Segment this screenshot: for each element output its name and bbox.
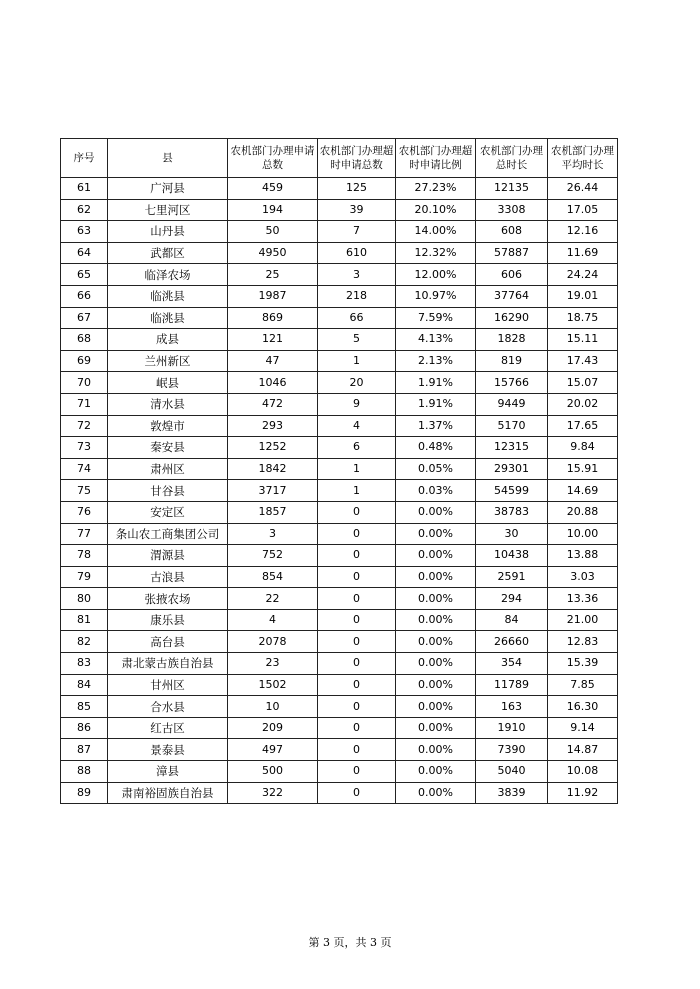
table-cell: 3839 xyxy=(476,782,548,804)
table-row xyxy=(61,307,618,329)
table-cell: 10438 xyxy=(476,545,548,567)
table-cell: 2078 xyxy=(228,631,318,653)
table-cell: 61 xyxy=(61,178,108,200)
table-cell: 11.92 xyxy=(548,782,618,804)
table-cell: 80 xyxy=(61,588,108,610)
table-cell: 10.08 xyxy=(548,761,618,783)
county-cell: 景泰县 xyxy=(108,739,228,761)
table-cell: 7.59% xyxy=(396,307,476,329)
table-row xyxy=(61,350,618,372)
table-cell: 1842 xyxy=(228,458,318,480)
table-cell: 75 xyxy=(61,480,108,502)
table-cell: 64 xyxy=(61,242,108,264)
county-cell: 山丹县 xyxy=(108,221,228,243)
table-cell: 209 xyxy=(228,717,318,739)
table-cell: 29301 xyxy=(476,458,548,480)
table-cell: 76 xyxy=(61,501,108,523)
table-cell: 0.00% xyxy=(396,566,476,588)
table-row xyxy=(61,393,618,415)
table-cell: 18.75 xyxy=(548,307,618,329)
table-cell: 5040 xyxy=(476,761,548,783)
table-cell: 9449 xyxy=(476,393,548,415)
table-cell: 1857 xyxy=(228,501,318,523)
table-row xyxy=(61,285,618,307)
table-cell: 121 xyxy=(228,329,318,351)
table-cell: 63 xyxy=(61,221,108,243)
table-cell: 1 xyxy=(318,458,396,480)
table-row xyxy=(61,717,618,739)
table-cell: 1502 xyxy=(228,674,318,696)
column-header: 农机部门办理超时申请比例 xyxy=(396,139,476,178)
table-cell: 9.84 xyxy=(548,437,618,459)
table-cell: 293 xyxy=(228,415,318,437)
table-cell: 472 xyxy=(228,393,318,415)
table-cell: 87 xyxy=(61,739,108,761)
table-cell: 1046 xyxy=(228,372,318,394)
table-row xyxy=(61,329,618,351)
table-cell: 0 xyxy=(318,523,396,545)
table-cell: 15.39 xyxy=(548,653,618,675)
county-cell: 渭源县 xyxy=(108,545,228,567)
table-cell: 10.00 xyxy=(548,523,618,545)
table-row xyxy=(61,501,618,523)
table-cell: 19.01 xyxy=(548,285,618,307)
table-cell: 12.16 xyxy=(548,221,618,243)
table-row xyxy=(61,264,618,286)
page-footer: 第 3 页，共 3 页 xyxy=(308,936,392,949)
table-cell: 3.03 xyxy=(548,566,618,588)
table-cell: 10 xyxy=(228,696,318,718)
table-cell: 5 xyxy=(318,329,396,351)
county-cell: 高台县 xyxy=(108,631,228,653)
table-cell: 84 xyxy=(61,674,108,696)
table-row xyxy=(61,437,618,459)
table-row xyxy=(61,739,618,761)
county-cell: 条山农工商集团公司 xyxy=(108,523,228,545)
table-cell: 14.69 xyxy=(548,480,618,502)
table-cell: 17.05 xyxy=(548,199,618,221)
county-cell: 清水县 xyxy=(108,393,228,415)
table-cell: 50 xyxy=(228,221,318,243)
table-cell: 0 xyxy=(318,501,396,523)
county-cell: 秦安县 xyxy=(108,437,228,459)
table-cell: 0.00% xyxy=(396,501,476,523)
county-cell: 古浪县 xyxy=(108,566,228,588)
table-cell: 163 xyxy=(476,696,548,718)
table-cell: 4.13% xyxy=(396,329,476,351)
county-cell: 甘谷县 xyxy=(108,480,228,502)
table-cell: 1828 xyxy=(476,329,548,351)
table-cell: 12135 xyxy=(476,178,548,200)
table-cell: 15.11 xyxy=(548,329,618,351)
table-cell: 608 xyxy=(476,221,548,243)
table-cell: 83 xyxy=(61,653,108,675)
table-cell: 0.00% xyxy=(396,717,476,739)
table-cell: 0.00% xyxy=(396,674,476,696)
table-cell: 14.87 xyxy=(548,739,618,761)
table-cell: 125 xyxy=(318,178,396,200)
table-cell: 47 xyxy=(228,350,318,372)
data-table xyxy=(60,138,618,804)
table-row xyxy=(61,242,618,264)
table-row xyxy=(61,696,618,718)
table-cell: 88 xyxy=(61,761,108,783)
table-cell: 30 xyxy=(476,523,548,545)
table-cell: 0 xyxy=(318,545,396,567)
column-header: 农机部门办理申请总数 xyxy=(228,139,318,178)
county-cell: 肃南裕固族自治县 xyxy=(108,782,228,804)
table-row xyxy=(61,674,618,696)
county-cell: 临洮县 xyxy=(108,307,228,329)
table-cell: 459 xyxy=(228,178,318,200)
column-header: 县 xyxy=(108,139,228,178)
table-cell: 322 xyxy=(228,782,318,804)
table-cell: 2.13% xyxy=(396,350,476,372)
table-cell: 606 xyxy=(476,264,548,286)
county-cell: 合水县 xyxy=(108,696,228,718)
county-cell: 康乐县 xyxy=(108,609,228,631)
table-cell: 72 xyxy=(61,415,108,437)
table-cell: 1252 xyxy=(228,437,318,459)
table-cell: 9 xyxy=(318,393,396,415)
table-cell: 752 xyxy=(228,545,318,567)
table-cell: 26660 xyxy=(476,631,548,653)
table-cell: 0.00% xyxy=(396,588,476,610)
table-cell: 20.10% xyxy=(396,199,476,221)
table-cell: 13.88 xyxy=(548,545,618,567)
table-cell: 26.44 xyxy=(548,178,618,200)
table-cell: 869 xyxy=(228,307,318,329)
table-cell: 66 xyxy=(318,307,396,329)
table-cell: 54599 xyxy=(476,480,548,502)
table-cell: 1 xyxy=(318,350,396,372)
table-cell: 25 xyxy=(228,264,318,286)
table-header xyxy=(61,139,618,178)
table-cell: 16290 xyxy=(476,307,548,329)
table-cell: 0.48% xyxy=(396,437,476,459)
table-cell: 0.05% xyxy=(396,458,476,480)
table-cell: 82 xyxy=(61,631,108,653)
table-cell: 1 xyxy=(318,480,396,502)
table-row xyxy=(61,566,618,588)
table-cell: 20 xyxy=(318,372,396,394)
column-header: 农机部门办理超时申请总数 xyxy=(318,139,396,178)
table-cell: 38783 xyxy=(476,501,548,523)
table-row xyxy=(61,588,618,610)
column-header: 序号 xyxy=(61,139,108,178)
table-cell: 78 xyxy=(61,545,108,567)
table-cell: 67 xyxy=(61,307,108,329)
table-cell: 11789 xyxy=(476,674,548,696)
table-cell: 81 xyxy=(61,609,108,631)
table-row xyxy=(61,199,618,221)
table-cell: 77 xyxy=(61,523,108,545)
county-cell: 岷县 xyxy=(108,372,228,394)
table-cell: 12315 xyxy=(476,437,548,459)
table-cell: 20.88 xyxy=(548,501,618,523)
county-cell: 成县 xyxy=(108,329,228,351)
table-cell: 0 xyxy=(318,782,396,804)
county-cell: 肃北蒙古族自治县 xyxy=(108,653,228,675)
table-cell: 294 xyxy=(476,588,548,610)
table-cell: 22 xyxy=(228,588,318,610)
table-cell: 3717 xyxy=(228,480,318,502)
table-cell: 218 xyxy=(318,285,396,307)
table-row xyxy=(61,458,618,480)
table-row xyxy=(61,653,618,675)
table-cell: 24.24 xyxy=(548,264,618,286)
header-row xyxy=(61,139,618,178)
table-cell: 74 xyxy=(61,458,108,480)
table-cell: 69 xyxy=(61,350,108,372)
table-cell: 39 xyxy=(318,199,396,221)
table-row xyxy=(61,480,618,502)
table-cell: 5170 xyxy=(476,415,548,437)
table-cell: 0.00% xyxy=(396,761,476,783)
table-cell: 71 xyxy=(61,393,108,415)
table-cell: 66 xyxy=(61,285,108,307)
table-cell: 23 xyxy=(228,653,318,675)
table-cell: 7390 xyxy=(476,739,548,761)
table-row xyxy=(61,761,618,783)
table-cell: 0.00% xyxy=(396,739,476,761)
table-cell: 21.00 xyxy=(548,609,618,631)
table-cell: 854 xyxy=(228,566,318,588)
county-cell: 张掖农场 xyxy=(108,588,228,610)
table-cell: 15.91 xyxy=(548,458,618,480)
table-cell: 1.91% xyxy=(396,393,476,415)
table-cell: 9.14 xyxy=(548,717,618,739)
table-cell: 89 xyxy=(61,782,108,804)
table-row xyxy=(61,372,618,394)
table-cell: 1910 xyxy=(476,717,548,739)
table-row xyxy=(61,178,618,200)
table-cell: 62 xyxy=(61,199,108,221)
table-cell: 0.03% xyxy=(396,480,476,502)
table-cell: 0 xyxy=(318,674,396,696)
column-header: 农机部门办理平均时长 xyxy=(548,139,618,178)
table-row xyxy=(61,545,618,567)
table-cell: 0 xyxy=(318,566,396,588)
table-cell: 14.00% xyxy=(396,221,476,243)
table-cell: 11.69 xyxy=(548,242,618,264)
table-cell: 1.91% xyxy=(396,372,476,394)
table-cell: 4 xyxy=(318,415,396,437)
table-cell: 0.00% xyxy=(396,653,476,675)
county-cell: 广河县 xyxy=(108,178,228,200)
table-row xyxy=(61,415,618,437)
table-cell: 84 xyxy=(476,609,548,631)
table-cell: 17.65 xyxy=(548,415,618,437)
table-row xyxy=(61,631,618,653)
county-cell: 红古区 xyxy=(108,717,228,739)
table-row xyxy=(61,609,618,631)
table-cell: 16.30 xyxy=(548,696,618,718)
table-cell: 15766 xyxy=(476,372,548,394)
table-cell: 12.83 xyxy=(548,631,618,653)
table-cell: 6 xyxy=(318,437,396,459)
table-cell: 354 xyxy=(476,653,548,675)
table-cell: 1.37% xyxy=(396,415,476,437)
table-cell: 0.00% xyxy=(396,523,476,545)
table-cell: 0 xyxy=(318,631,396,653)
county-cell: 七里河区 xyxy=(108,199,228,221)
table-cell: 610 xyxy=(318,242,396,264)
table-cell: 819 xyxy=(476,350,548,372)
table-cell: 0 xyxy=(318,696,396,718)
table-cell: 79 xyxy=(61,566,108,588)
county-cell: 临洮县 xyxy=(108,285,228,307)
table-cell: 12.32% xyxy=(396,242,476,264)
table-cell: 497 xyxy=(228,739,318,761)
table-cell: 0.00% xyxy=(396,631,476,653)
county-cell: 漳县 xyxy=(108,761,228,783)
table-cell: 500 xyxy=(228,761,318,783)
table-cell: 3 xyxy=(318,264,396,286)
table-cell: 4950 xyxy=(228,242,318,264)
table-cell: 0.00% xyxy=(396,545,476,567)
table-cell: 0.00% xyxy=(396,696,476,718)
county-cell: 敦煌市 xyxy=(108,415,228,437)
table-body xyxy=(61,178,618,804)
table-row xyxy=(61,221,618,243)
table-cell: 70 xyxy=(61,372,108,394)
table-cell: 12.00% xyxy=(396,264,476,286)
table-row xyxy=(61,782,618,804)
table-cell: 2591 xyxy=(476,566,548,588)
county-cell: 肃州区 xyxy=(108,458,228,480)
table-cell: 68 xyxy=(61,329,108,351)
table-cell: 13.36 xyxy=(548,588,618,610)
table-cell: 57887 xyxy=(476,242,548,264)
county-cell: 临泽农场 xyxy=(108,264,228,286)
table-cell: 0.00% xyxy=(396,609,476,631)
table-cell: 0 xyxy=(318,653,396,675)
table-cell: 10.97% xyxy=(396,285,476,307)
table-cell: 4 xyxy=(228,609,318,631)
table-cell: 0.00% xyxy=(396,782,476,804)
table-cell: 0 xyxy=(318,739,396,761)
table-cell: 0 xyxy=(318,761,396,783)
county-cell: 安定区 xyxy=(108,501,228,523)
table-cell: 3 xyxy=(228,523,318,545)
county-cell: 兰州新区 xyxy=(108,350,228,372)
table-cell: 15.07 xyxy=(548,372,618,394)
table-cell: 7 xyxy=(318,221,396,243)
table-row xyxy=(61,523,618,545)
table-cell: 194 xyxy=(228,199,318,221)
table-cell: 0 xyxy=(318,588,396,610)
table-cell: 73 xyxy=(61,437,108,459)
table-cell: 27.23% xyxy=(396,178,476,200)
table-cell: 20.02 xyxy=(548,393,618,415)
table-cell: 37764 xyxy=(476,285,548,307)
table-cell: 3308 xyxy=(476,199,548,221)
table-cell: 17.43 xyxy=(548,350,618,372)
column-header: 农机部门办理总时长 xyxy=(476,139,548,178)
table-cell: 85 xyxy=(61,696,108,718)
county-cell: 武都区 xyxy=(108,242,228,264)
table-cell: 65 xyxy=(61,264,108,286)
table-cell: 0 xyxy=(318,717,396,739)
table-cell: 7.85 xyxy=(548,674,618,696)
table-cell: 86 xyxy=(61,717,108,739)
table-cell: 0 xyxy=(318,609,396,631)
county-cell: 甘州区 xyxy=(108,674,228,696)
table-cell: 1987 xyxy=(228,285,318,307)
